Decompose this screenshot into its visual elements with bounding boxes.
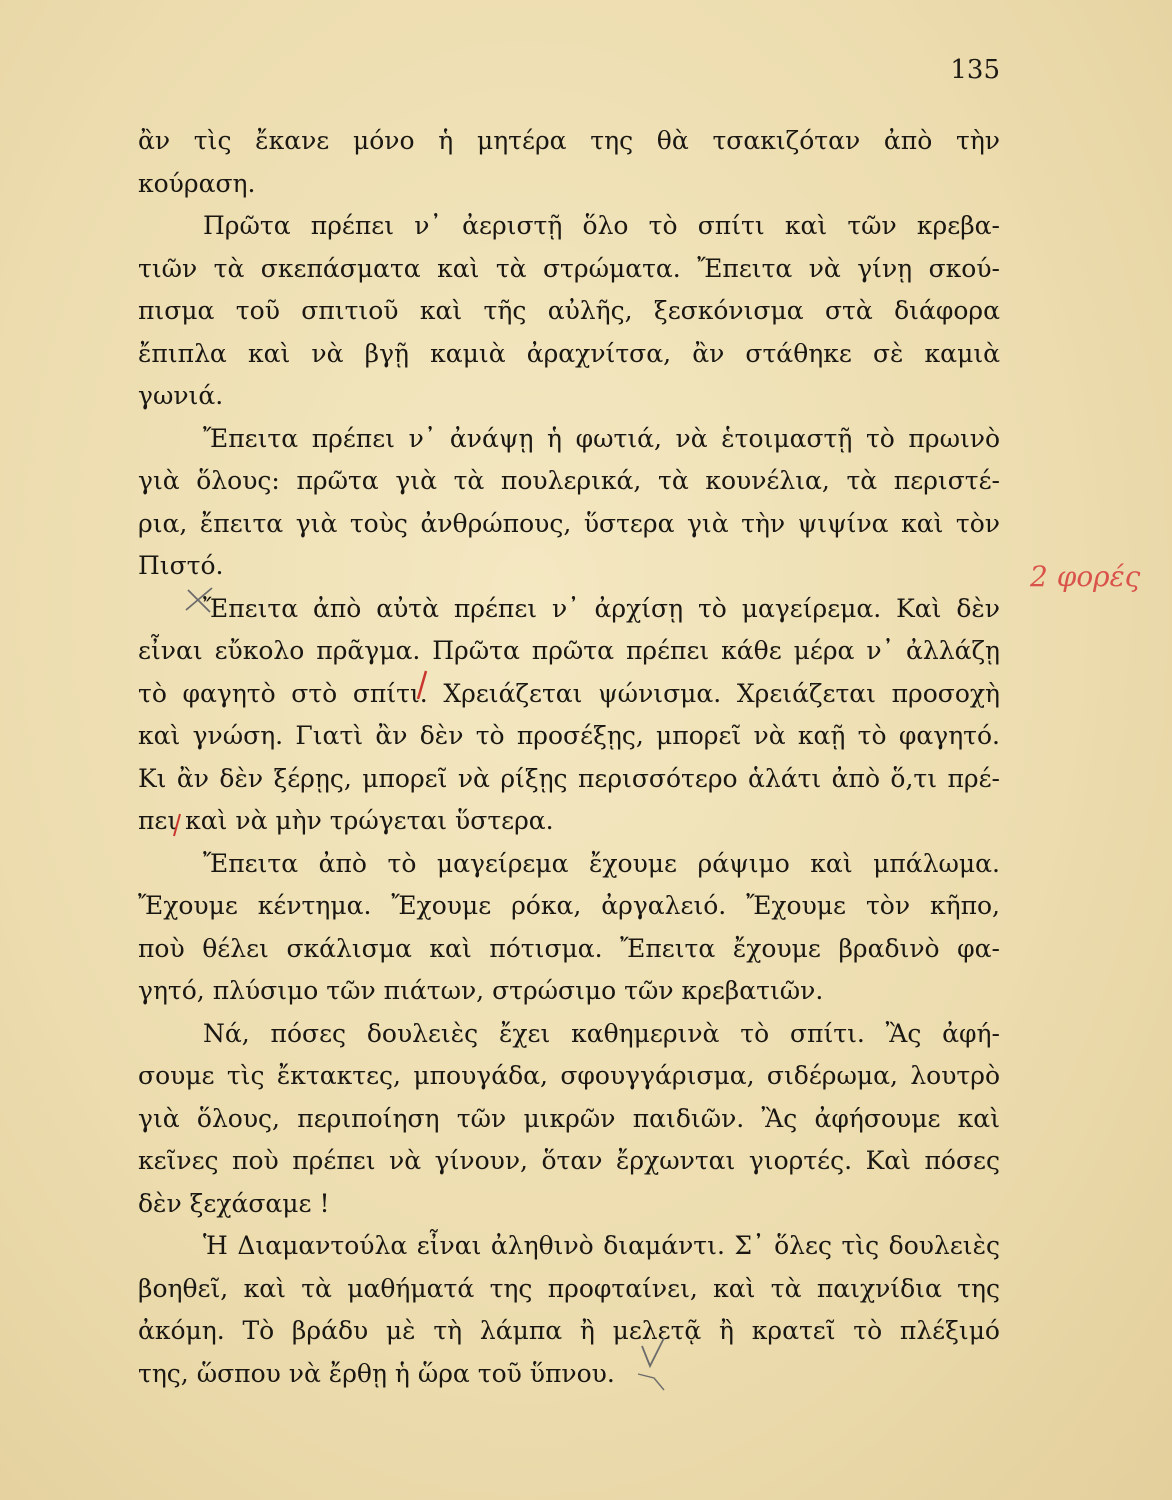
margin-note: 2 φορές bbox=[1030, 560, 1141, 593]
text-line: γιὰ ὅλους, περιποίηση τῶν μικρῶν παιδιῶν. Ἂς ἀφήσουμε καὶ bbox=[138, 1103, 1000, 1133]
text-line: σουμε τὶς ἔκτακτες, μπουγάδα, σφουγγάρισμα, σιδέρωμα, λουτρὸ bbox=[138, 1061, 1000, 1090]
page-number: 135 bbox=[950, 55, 1000, 85]
text-line: γωνιά. bbox=[138, 381, 224, 410]
text-line: τιῶν τὰ σκεπάσματα καὶ τὰ στρώματα. Ἔπειτα νὰ γίνῃ σκού- bbox=[138, 253, 1000, 283]
red-slash-mark-icon bbox=[412, 668, 432, 702]
text-line: ἀκόμη. Τὸ βράδυ μὲ τὴ λάμπα ἢ μελετᾷ ἢ κρατεῖ τὸ πλέξιμό bbox=[138, 1316, 1000, 1345]
text-line: ἂν τὶς ἔκανε μόνο ἡ μητέρα της θὰ τσακιζόταν ἀπὸ τὴν bbox=[138, 126, 1000, 155]
text-line: γιὰ ὅλους: πρῶτα γιὰ τὰ πουλερικά, τὰ κουνέλια, τὰ περιστέ- bbox=[138, 466, 1000, 495]
text-line: της, ὥσπου νὰ ἔρθῃ ἡ ὥρα τοῦ ὕπνου. bbox=[138, 1358, 615, 1388]
paragraph-5 bbox=[138, 843, 1000, 1013]
paragraph-6 bbox=[138, 1013, 1000, 1226]
text-line: ρια, ἔπειτα γιὰ τοὺς ἀνθρώπους, ὕστερα γιὰ τὴν ψιψίνα καὶ τὸν bbox=[138, 508, 1000, 538]
text-line: Ἔχουμε κέντημα. Ἔχουμε ρόκα, ἀργαλειό. Ἔχουμε τὸν κῆπο, bbox=[138, 891, 1000, 920]
paragraph-4 bbox=[138, 588, 1000, 843]
paragraph-2 bbox=[138, 205, 1000, 418]
text-line: Ἡ Διαμαντούλα εἶναι ἀληθινὸ διαμάντι. Σ᾽ ὅλες τὶς δουλειὲς bbox=[203, 1231, 1000, 1260]
text-line: καὶ γνώση. Γιατὶ ἂν δὲν τὸ προσέξῃς, μπορεῖ νὰ καῇ τὸ φαγητό. bbox=[138, 721, 1000, 750]
text-line: κεῖνες ποὺ πρέπει νὰ γίνουν, ὅταν ἔρχωνται γιορτές. Καὶ πόσες bbox=[138, 1146, 1000, 1175]
text-line: πισμα τοῦ σπιτιοῦ καὶ τῆς αὐλῆς, ξεσκόνισμα στὰ διάφορα bbox=[138, 296, 1000, 325]
text-line: πει καὶ νὰ μὴν τρώγεται ὕστερα. bbox=[138, 806, 554, 835]
paragraph-3 bbox=[138, 418, 1000, 588]
check-mark-icon bbox=[636, 1334, 676, 1394]
text-line: Ἔπειτα πρέπει ν᾽ ἀνάψῃ ἡ φωτιά, νὰ ἑτοιμαστῇ τὸ πρωινὸ bbox=[203, 423, 1000, 453]
text-line: βοηθεῖ, καὶ τὰ μαθήματά της προφταίνει, καὶ τὰ παιχνίδια της bbox=[138, 1273, 1000, 1303]
text-line: ποὺ θέλει σκάλισμα καὶ πότισμα. Ἔπειτα ἔχουμε βραδινὸ φα- bbox=[138, 933, 1000, 963]
cross-mark-icon bbox=[180, 580, 220, 620]
paragraph-7 bbox=[138, 1225, 1000, 1395]
paragraph-1 bbox=[138, 120, 1000, 205]
text-line: Πιστό. bbox=[138, 551, 224, 580]
text-line: Πρῶτα πρέπει ν᾽ ἀεριστῇ ὅλο τὸ σπίτι καὶ τῶν κρεβα- bbox=[203, 211, 1000, 240]
body-text bbox=[138, 120, 1000, 1395]
text-line: κούραση. bbox=[138, 168, 256, 198]
text-line: Ἔπειτα ἀπὸ τὸ μαγείρεμα ἔχουμε ράψιμο καὶ μπάλωμα. bbox=[203, 848, 1000, 878]
text-line: τὸ φαγητὸ στὸ σπίτι. Χρειάζεται ψώνισμα. Χρειάζεται προσοχὴ bbox=[138, 678, 1000, 708]
text-line: Νά, πόσες δουλειὲς ἔχει καθημερινὰ τὸ σπίτι. Ἂς ἀφή- bbox=[203, 1018, 1000, 1048]
text-line: Ἔπειτα ἀπὸ αὐτὰ πρέπει ν᾽ ἀρχίσῃ τὸ μαγείρεμα. Καὶ δὲν bbox=[203, 593, 1000, 623]
text-line: Κι ἂν δὲν ξέρῃς, μπορεῖ νὰ ρίξῃς περισσότερο ἁλάτι ἀπὸ ὅ,τι πρέ- bbox=[138, 763, 1000, 793]
red-tick-mark-icon bbox=[168, 810, 188, 840]
text-line: εἶναι εὔκολο πρᾶγμα. Πρῶτα πρῶτα πρέπει κάθε μέρα ν᾽ ἀλλάζῃ bbox=[138, 636, 1000, 665]
text-line: ἔπιπλα καὶ νὰ βγῇ καμιὰ ἀραχνίτσα, ἂν στάθηκε σὲ καμιὰ bbox=[138, 338, 1000, 368]
text-line: γητό, πλύσιμο τῶν πιάτων, στρώσιμο τῶν κρεβατιῶν. bbox=[138, 976, 824, 1005]
text-line: δὲν ξεχάσαμε ! bbox=[138, 1188, 330, 1218]
